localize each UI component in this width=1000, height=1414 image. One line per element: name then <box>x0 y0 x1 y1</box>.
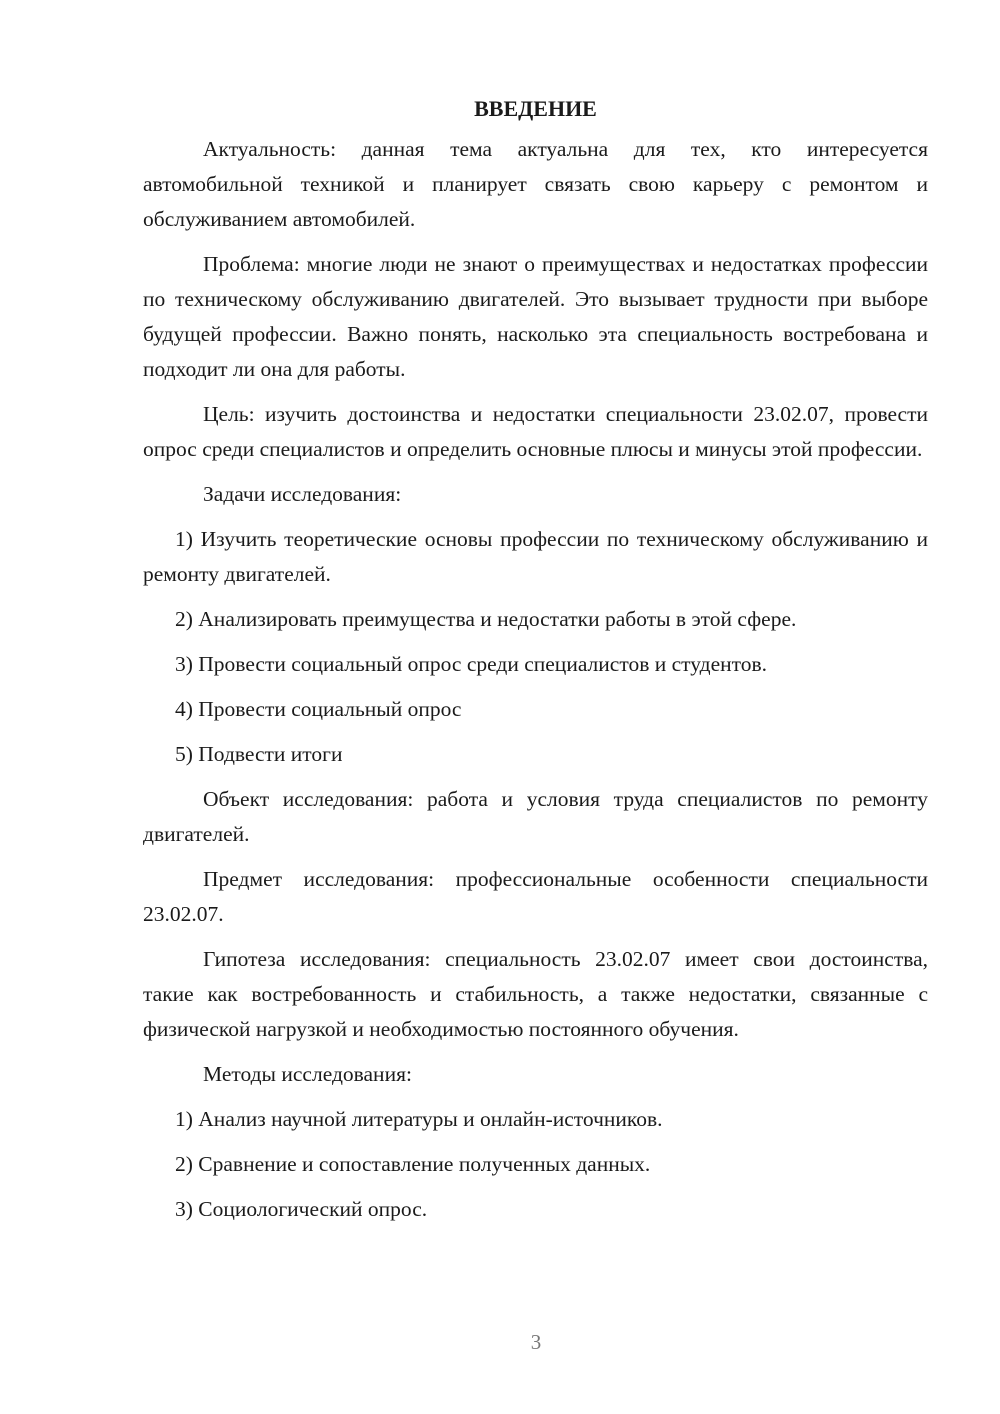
task-item: 1) Изучить теоретические основы профессии по техническому обслуживанию и ремонту двигателей. <box>143 527 928 586</box>
task-item: 2) Анализировать преимущества и недостатки работы в этой сфере. <box>175 607 797 631</box>
problem-paragraph: Проблема: многие люди не знают о преимуществах и недостатках профессии по техническому обслуживанию двигателей. Это вызывает трудности при выборе будущей профессии. Важно понять, насколько эта специальность востребована и подходит ли она для работы. <box>143 252 928 381</box>
method-item: 3) Социологический опрос. <box>175 1197 428 1221</box>
task-item: 5) Подвести итоги <box>175 742 343 766</box>
object-paragraph: Объект исследования: работа и условия труда специалистов по ремонту двигателей. <box>143 787 928 846</box>
method-item: 2) Сравнение и сопоставление полученных данных. <box>175 1152 651 1176</box>
page-heading: ВВЕДЕНИЕ <box>474 96 597 121</box>
subject-paragraph: Предмет исследования: профессиональные особенности специальности 23.02.07. <box>143 867 928 926</box>
relevance-paragraph: Актуальность: данная тема актуальна для тех, кто интересуется автомобильной техникой и планирует связать свою карьеру с ремонтом и обслуживанием автомобилей. <box>143 137 928 231</box>
methods-title: Методы исследования: <box>203 1062 412 1086</box>
tasks-title: Задачи исследования: <box>203 482 402 506</box>
page-content <box>143 90 928 1237</box>
task-item: 4) Провести социальный опрос <box>175 697 462 721</box>
goal-paragraph: Цель: изучить достоинства и недостатки специальности 23.02.07, провести опрос среди специалистов и определить основные плюсы и минусы этой профессии. <box>143 402 928 461</box>
task-item: 3) Провести социальный опрос среди специалистов и студентов. <box>175 652 768 676</box>
hypothesis-paragraph: Гипотеза исследования: специальность 23.02.07 имеет свои достоинства, такие как востребованность и стабильность, а также недостатки, связанные с физической нагрузкой и необходимостью постоянного обучения. <box>143 947 928 1041</box>
page-number: 3 <box>530 1330 542 1354</box>
method-item: 1) Анализ научной литературы и онлайн-источников. <box>175 1107 663 1131</box>
